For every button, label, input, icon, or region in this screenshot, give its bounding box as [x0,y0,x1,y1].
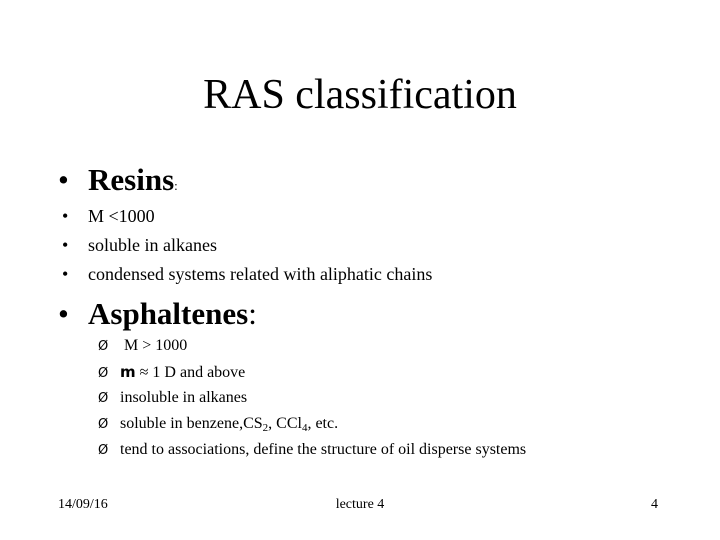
arrow-bullet-icon: Ø [98,339,109,354]
slide-title: RAS classification [203,72,517,118]
resins-heading [58,162,178,204]
bullet-icon: • [58,296,69,331]
asphaltenes-item-insoluble: insoluble in alkanes [120,389,248,406]
dipole-symbol: m [120,363,136,381]
cs2-subscript: 2 [262,422,269,434]
bullet-icon: • [62,264,69,284]
asphaltenes-heading-colon: : [248,296,257,331]
asphaltenes-list [98,333,526,463]
soluble-prefix: soluble in benzene,CS [120,415,263,432]
list-item [98,411,526,437]
resins-item-mass: M <1000 [88,206,155,226]
list-item [98,385,526,411]
resins-list [62,202,432,289]
resins-item-solubility: soluble in alkanes [88,235,217,255]
resins-heading-text: Resins [88,162,175,197]
soluble-suffix: , etc. [307,415,339,432]
arrow-bullet-icon: Ø [98,417,109,432]
ccl4-subscript: 4 [301,422,308,434]
list-item [98,359,526,385]
asphaltenes-item-dipole: ≈ 1 D and above [135,364,246,381]
asphaltenes-item-mass: M > 1000 [120,337,188,354]
list-item [98,333,526,359]
resins-heading-colon: : [174,178,178,193]
list-item [62,231,432,260]
footer-lecture: lecture 4 [335,497,385,512]
asphaltenes-item-associations: tend to associations, define the structure of oil disperse systems [120,441,527,458]
arrow-bullet-icon: Ø [98,391,109,406]
footer-page-number: 4 [651,497,658,512]
bullet-icon: • [62,235,69,255]
list-item [98,437,526,463]
asphaltenes-heading [58,296,257,332]
bullet-icon: • [58,162,69,197]
bullet-icon: • [62,206,69,226]
asphaltenes-heading-text: Asphaltenes [88,296,249,331]
soluble-mid: , CCl [268,415,302,432]
resins-item-structure: condensed systems related with aliphatic chains [88,264,433,284]
asphaltenes-item-soluble [120,415,338,432]
list-item [62,260,432,289]
arrow-bullet-icon: Ø [98,366,109,381]
footer-date: 14/09/16 [58,497,108,512]
list-item [62,202,432,231]
arrow-bullet-icon: Ø [98,443,109,458]
